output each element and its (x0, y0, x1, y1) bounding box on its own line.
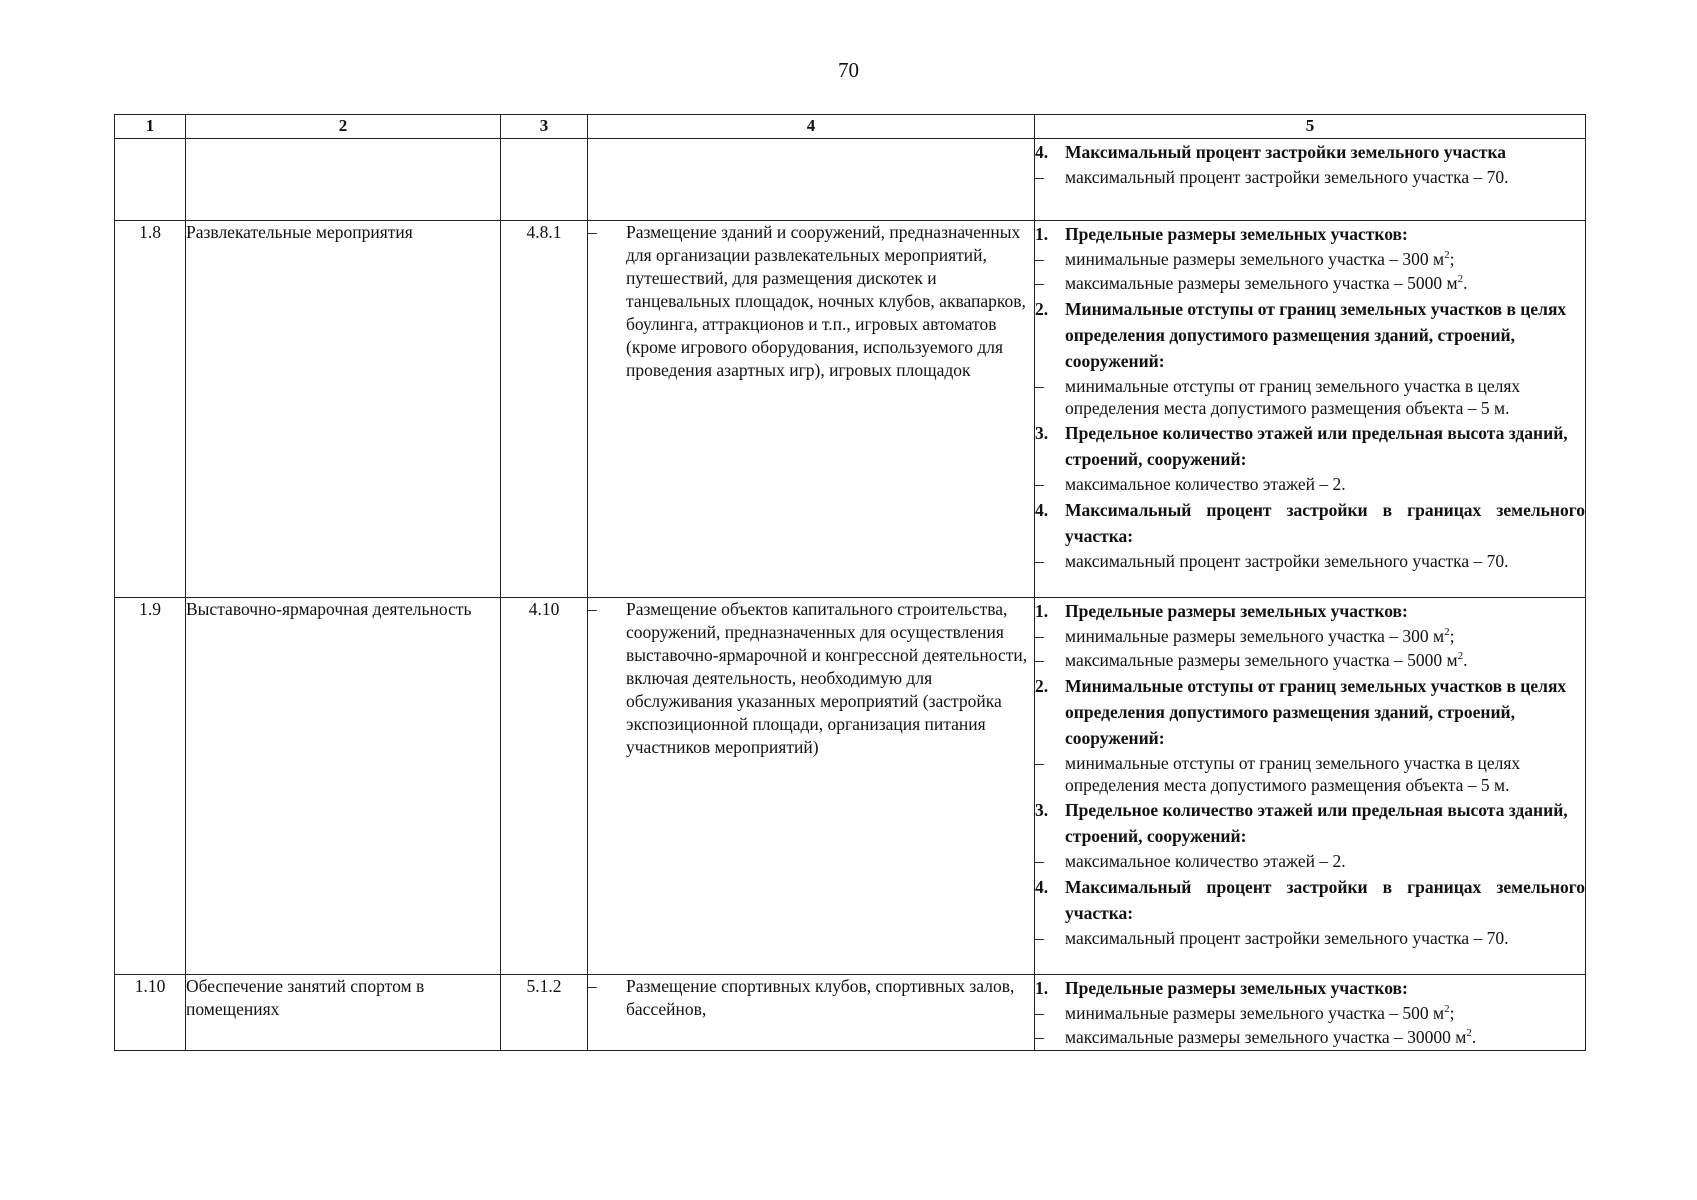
parameter-text-main: максимальное количество этажей – 2. (1065, 474, 1346, 494)
parameters-cell (1035, 221, 1586, 598)
table-row (115, 221, 1586, 598)
page-number: 70 (838, 58, 859, 82)
column-header: 3 (501, 115, 588, 139)
parameter-text (1065, 598, 1585, 624)
parameter-heading (1035, 874, 1585, 926)
dash-marker: – (1035, 626, 1044, 646)
use-description (588, 975, 1034, 1021)
number-marker: 4. (1035, 877, 1049, 897)
use-description-text: Размещение объектов капитального строительства, сооружений, предназначенных для осуществления выставочно-ярмарочной и конгрессной деятельности, включая деятельность, необходимую для обслуживания указанных мероприятий (застройка экспозиционной площади, организация питания участников мероприятий) (626, 599, 1028, 757)
use-description-cell (588, 221, 1035, 598)
parameter-text (1065, 473, 1585, 496)
dash-marker: – (1035, 753, 1044, 773)
number-marker: 2. (1035, 299, 1049, 319)
parameter-text-main: минимальные размеры земельного участка – 300 м (1065, 249, 1445, 269)
dash-marker: – (1035, 273, 1044, 293)
parameter-text (1065, 497, 1585, 549)
use-type-code: 4.10 (501, 598, 588, 975)
use-description-cell (588, 139, 1035, 221)
parameter-text-main: максимальные размеры земельного участка – 5000 м (1065, 273, 1458, 293)
parameter-text (1065, 1026, 1585, 1049)
parameter-heading (1035, 420, 1585, 472)
superscript: 2 (1444, 249, 1450, 262)
parameter-text-main: минимальные размеры земельного участка – 300 м (1065, 626, 1445, 646)
parameter-item (1035, 850, 1585, 873)
parameter-heading (1035, 139, 1585, 165)
parameter-heading (1035, 221, 1585, 247)
parameter-text (1065, 975, 1585, 1001)
dash-marker: – (1035, 167, 1044, 187)
parameter-text-main: Минимальные отступы от границ земельных участков в целях определения допустимого размещения зданий, строений, сооружений: (1065, 676, 1567, 748)
parameter-item (1035, 927, 1585, 950)
parameter-text (1065, 420, 1585, 472)
table-row (115, 975, 1586, 1051)
parameter-item (1035, 166, 1585, 189)
parameter-text (1065, 221, 1585, 247)
use-type-name: Выставочно-ярмарочная деятельность (186, 598, 501, 975)
parameter-text (1065, 1002, 1585, 1025)
use-type-code (501, 139, 588, 221)
parameter-heading (1035, 598, 1585, 624)
use-description-cell (588, 975, 1035, 1051)
dash-marker: – (588, 976, 597, 996)
parameter-text-main: минимальные отступы от границ земельного участка в целях определения места допустимого размещения объекта – 5 м. (1065, 376, 1521, 418)
superscript: 2 (1466, 1027, 1472, 1040)
use-description-text: Размещение спортивных клубов, спортивных залов, бассейнов, (626, 976, 1015, 1019)
parameter-text-main: минимальные отступы от границ земельного участка в целях определения места допустимого размещения объекта – 5 м. (1065, 753, 1521, 795)
parameter-heading (1035, 797, 1585, 849)
use-description-text: Размещение зданий и сооружений, предназначенных для организации развлекательных мероприятий, путешествий, для размещения дискотек и танцевальных площадок, ночных клубов, аквапарков, боулинга, аттракционов и т.п., игровых автоматов (кроме игрового оборудования, используемого для проведения азартных игр), игровых площадок (626, 222, 1026, 380)
punctuation: . (1463, 650, 1468, 670)
superscript: 2 (1457, 273, 1464, 286)
zoning-table (114, 114, 1586, 1051)
number-marker: 4. (1035, 500, 1049, 520)
number-marker: 1. (1035, 224, 1049, 244)
parameter-item (1035, 473, 1585, 496)
parameter-text (1065, 874, 1585, 926)
number-marker: 1. (1035, 601, 1049, 621)
dash-marker: – (1035, 928, 1044, 948)
number-marker: 2. (1035, 676, 1049, 696)
parameter-item (1035, 625, 1585, 648)
number-marker: 3. (1035, 800, 1049, 820)
row-number: 1.10 (115, 975, 186, 1051)
parameter-text-main: Максимальный процент застройки в границах земельного участка: (1065, 500, 1585, 546)
number-marker: 1. (1035, 978, 1049, 998)
parameter-item (1035, 1026, 1585, 1049)
parameters-cell (1035, 598, 1586, 975)
parameter-text-main: максимальное количество этажей – 2. (1065, 851, 1346, 871)
parameter-heading (1035, 296, 1585, 374)
dash-marker: – (1035, 376, 1044, 396)
parameter-text (1065, 850, 1585, 873)
parameter-text (1065, 752, 1585, 796)
row-number (115, 139, 186, 221)
parameter-text-main: Минимальные отступы от границ земельных участков в целях определения допустимого размещения зданий, строений, сооружений: (1065, 299, 1567, 371)
parameter-item (1035, 550, 1585, 573)
parameter-text-main: максимальные размеры земельного участка – 5000 м (1065, 650, 1458, 670)
use-description (588, 221, 1034, 382)
punctuation: ; (1449, 249, 1455, 269)
column-header: 5 (1035, 115, 1586, 139)
number-marker: 3. (1035, 423, 1049, 443)
superscript: 2 (1444, 1003, 1450, 1016)
column-header: 4 (588, 115, 1035, 139)
parameter-text (1065, 550, 1585, 573)
dash-marker: – (1035, 1003, 1044, 1023)
superscript: 2 (1444, 626, 1450, 639)
parameter-text (1065, 296, 1585, 374)
parameter-heading (1035, 497, 1585, 549)
dash-marker: – (1035, 1027, 1044, 1047)
parameter-text (1065, 927, 1585, 950)
parameter-text-main: максимальные размеры земельного участка – 30000 м (1065, 1027, 1467, 1047)
use-description-cell (588, 598, 1035, 975)
column-header: 2 (186, 115, 501, 139)
parameter-text (1065, 625, 1585, 648)
parameter-text (1065, 166, 1585, 189)
use-type-name (186, 139, 501, 221)
superscript: 2 (1457, 650, 1464, 663)
dash-marker: – (588, 222, 597, 242)
table-body (115, 139, 1586, 1051)
parameters-cell (1035, 139, 1586, 221)
parameter-text-main: Предельные размеры земельных участков: (1065, 978, 1408, 998)
parameter-item (1035, 375, 1585, 419)
parameter-item (1035, 649, 1585, 672)
number-marker: 4. (1035, 142, 1049, 162)
parameter-text (1065, 375, 1585, 419)
dash-marker: – (1035, 551, 1044, 571)
dash-marker: – (1035, 851, 1044, 871)
parameter-item (1035, 272, 1585, 295)
parameter-text-main: максимальный процент застройки земельного участка – 70. (1065, 167, 1509, 187)
dash-marker: – (1035, 650, 1044, 670)
parameter-item (1035, 1002, 1585, 1025)
parameter-heading (1035, 673, 1585, 751)
use-type-code: 5.1.2 (501, 975, 588, 1051)
dash-marker: – (588, 599, 597, 619)
use-type-name: Развлекательные мероприятия (186, 221, 501, 598)
parameter-text (1065, 649, 1585, 672)
parameter-text (1065, 673, 1585, 751)
parameter-item (1035, 752, 1585, 796)
column-header: 1 (115, 115, 186, 139)
row-number: 1.8 (115, 221, 186, 598)
parameter-text-main: Предельные размеры земельных участков: (1065, 601, 1408, 621)
parameter-text-main: Предельное количество этажей или предельная высота зданий, строений, сооружений: (1065, 800, 1568, 846)
punctuation: ; (1449, 626, 1455, 646)
parameter-text (1065, 797, 1585, 849)
parameter-item (1035, 248, 1585, 271)
use-type-name: Обеспечение занятий спортом в помещениях (186, 975, 501, 1051)
parameter-text-main: Максимальный процент застройки в границах земельного участка: (1065, 877, 1585, 923)
parameter-text-main: Максимальный процент застройки земельного участка (1065, 142, 1507, 162)
parameter-heading (1035, 975, 1585, 1001)
parameter-text-main: максимальный процент застройки земельного участка – 70. (1065, 928, 1509, 948)
parameter-text (1065, 248, 1585, 271)
table-row (115, 598, 1586, 975)
dash-marker: – (1035, 249, 1044, 269)
parameter-text-main: Предельные размеры земельных участков: (1065, 224, 1408, 244)
use-description (588, 598, 1034, 759)
header-row (115, 115, 1586, 139)
parameters-cell (1035, 975, 1586, 1051)
row-number: 1.9 (115, 598, 186, 975)
table-row (115, 139, 1586, 221)
use-type-code: 4.8.1 (501, 221, 588, 598)
parameter-text (1065, 139, 1585, 165)
punctuation: . (1463, 273, 1468, 293)
punctuation: ; (1449, 1003, 1455, 1023)
punctuation: . (1471, 1027, 1477, 1047)
parameter-text-main: максимальный процент застройки земельного участка – 70. (1065, 551, 1509, 571)
parameter-text-main: Предельное количество этажей или предельная высота зданий, строений, сооружений: (1065, 423, 1568, 469)
parameter-text (1065, 272, 1585, 295)
dash-marker: – (1035, 474, 1044, 494)
parameter-text-main: минимальные размеры земельного участка – 500 м (1065, 1003, 1445, 1023)
